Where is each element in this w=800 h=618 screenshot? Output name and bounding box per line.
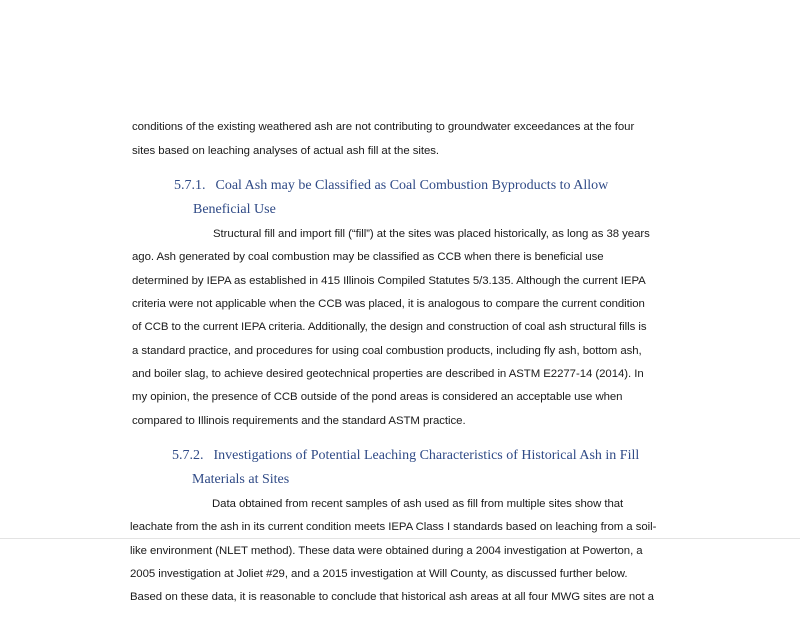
paragraph-line: of CCB to the current IEPA criteria. Additionally, the design and construction of coal ash structural fills is (132, 321, 647, 333)
paragraph-line: leachate from the ash in its current condition meets IEPA Class I standards based on leaching from a soil- (130, 521, 657, 533)
section-title-line-1: Coal Ash may be Classified as Coal Combustion Byproducts to Allow (215, 178, 609, 193)
paragraph-line: my opinion, the presence of CCB outside of the pond areas is considered an acceptable use when (132, 391, 623, 403)
section-number: 5.7.1. (174, 178, 206, 193)
paragraph-line: like environment (NLET method). These data were obtained during a 2004 investigation at Powerton, a (130, 545, 643, 557)
section-title-line-1: Investigations of Potential Leaching Characteristics of Historical Ash in Fill (213, 448, 640, 463)
intro-line-2: sites based on leaching analyses of actual ash fill at the sites. (132, 145, 440, 157)
paragraph-line: determined by IEPA as established in 415 Illinois Compiled Statutes 5/3.135. Although the current IEPA (132, 275, 646, 287)
section-heading-5-7-1-cont: Beneficial Use (193, 202, 276, 217)
paragraph-line: and boiler slag, to achieve desired geotechnical properties are described in ASTM E2277-14 (2014). In (132, 368, 644, 380)
section-number: 5.7.2. (172, 448, 204, 463)
section-heading-5-7-2-cont: Materials at Sites (192, 472, 290, 487)
section-heading-5-7-2 (172, 448, 639, 464)
intro-line-1: conditions of the existing weathered ash are not contributing to groundwater exceedances at the four (132, 121, 635, 133)
paragraph-line: Data obtained from recent samples of ash used as fill from multiple sites show that (212, 498, 624, 510)
paragraph-line: ago. Ash generated by coal combustion may be classified as CCB when there is beneficial use (132, 251, 604, 263)
paragraph-line: a standard practice, and procedures for using coal combustion products, including fly ash, bottom ash, (132, 345, 642, 357)
paragraph-line: criteria were not applicable when the CCB was placed, it is analogous to compare the current condition (132, 298, 645, 310)
paragraph-line: 2005 investigation at Joliet #29, and a 2015 investigation at Will County, as discussed further below. (130, 568, 628, 580)
paragraph-line: compared to Illinois requirements and the standard ASTM practice. (132, 415, 466, 427)
paragraph-line: Based on these data, it is reasonable to conclude that historical ash areas at all four MWG sites are not a (130, 591, 654, 603)
paragraph-line: Structural fill and import fill (“fill”) at the sites was placed historically, as long as 38 years (213, 228, 650, 240)
scan-artifact-line (0, 538, 800, 539)
section-heading-5-7-1 (174, 178, 608, 194)
